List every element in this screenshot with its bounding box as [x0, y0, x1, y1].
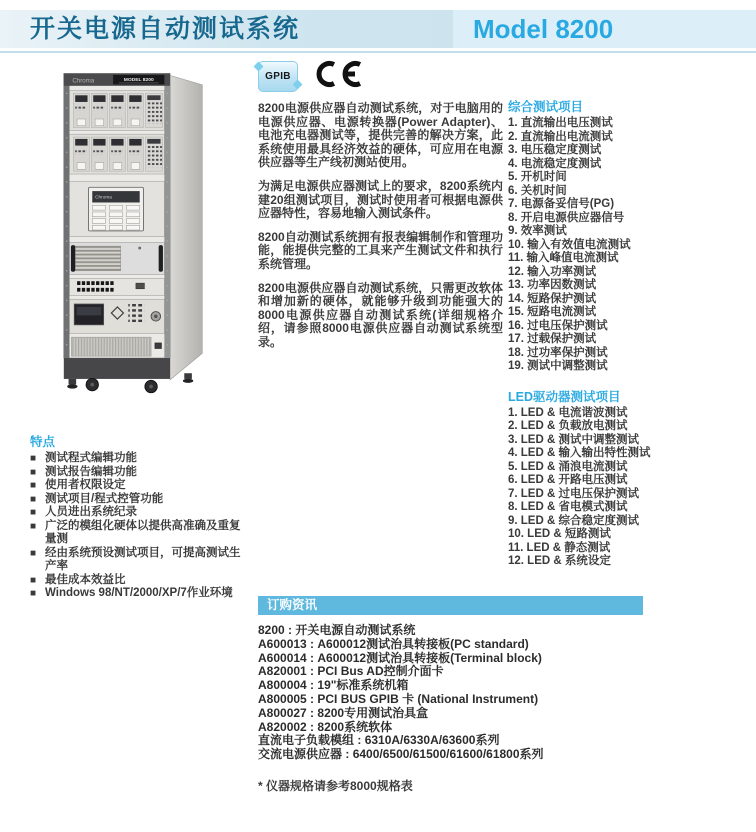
- order-desc: 6310A/6330A/63600系列: [364, 733, 500, 748]
- spec-footnote: * 仪器规格请参考8000规格表: [258, 778, 413, 793]
- test-item: 19. 测试中调整测试: [508, 360, 608, 372]
- order-desc: A600012测试治具转接板(PC standard): [317, 636, 529, 651]
- order-separator: :: [306, 678, 318, 693]
- test-item: 1. LED & 电流谐波测试: [508, 406, 628, 419]
- order-code: A800004: [258, 678, 307, 693]
- header-title-band: [0, 10, 453, 48]
- order-desc: 8200专用测试治具盒: [317, 705, 429, 720]
- order-separator: :: [306, 650, 318, 665]
- order-code: A600013: [258, 636, 307, 651]
- test-item: 9. 效率测试: [508, 225, 567, 237]
- order-code: A600014: [258, 650, 307, 665]
- intro-paragraph: 为满足电源供应器测试上的要求，8200系统内建20组测试项目，测试时使用者可根据电源供应器特性，容易地输入测试条件。: [258, 178, 503, 221]
- intro-paragraph: 8200电源供应器自动测试系统，只需更改软体和增加新的硬体，就能够升级到功能强大的8000电源供应器自动测试系统(详细规格介绍，请参照8000电源供应器自动测试系统型录。: [258, 280, 503, 349]
- test-item: 13. 功率因数测试: [508, 279, 597, 291]
- test-item: 8. LED & 省电模式测试: [508, 501, 628, 513]
- bullet-icon: ■: [30, 507, 37, 518]
- test-item: 8. 开启电源供应器信号: [508, 211, 625, 224]
- order-separator: :: [306, 705, 318, 720]
- order-separator: :: [306, 691, 318, 706]
- comprehensive-tests-list: [508, 117, 756, 374]
- feature-text: 广泛的模组化硬体以提供高准确及重复量测: [45, 519, 241, 545]
- test-item: 1. 直流输出电压测试: [508, 117, 613, 129]
- test-item: 17. 过载保护测试: [508, 333, 597, 345]
- led-tests-title: LED驱动器测试项目: [508, 389, 621, 404]
- bullet-icon: ■: [30, 480, 37, 491]
- test-item: 2. LED & 负载放电测试: [508, 420, 628, 432]
- feature-text: 测试程式编辑功能: [45, 452, 137, 464]
- feature-text: 测试报告编辑功能: [45, 465, 137, 478]
- rack-model-label: MODEL 8200: [123, 78, 154, 84]
- model-number: Model 8200: [473, 14, 614, 44]
- feature-item: [30, 493, 244, 507]
- test-item: 4. LED & 输入输出特性测试: [508, 447, 651, 459]
- order-separator: :: [306, 719, 318, 734]
- feature-item: [30, 479, 244, 493]
- order-separator: :: [284, 623, 296, 637]
- test-item: 12. 输入功率测试: [508, 265, 597, 278]
- feature-item: [30, 506, 244, 520]
- feature-item: [30, 547, 244, 574]
- feature-item: [30, 520, 244, 547]
- gpib-label: GPIB: [265, 70, 291, 82]
- order-desc: A600012测试治具转接板(Terminal block): [317, 650, 542, 665]
- bullet-icon: ■: [30, 547, 37, 559]
- feature-text: 测试项目/程式控管功能: [45, 492, 164, 505]
- test-item: 6. 关机时间: [508, 184, 567, 197]
- test-item: 15. 短路电流测试: [508, 306, 597, 318]
- feature-text: Windows 98/NT/2000/XP/7作业环境: [45, 587, 233, 599]
- test-item: 5. LED & 涌浪电流测试: [508, 460, 628, 473]
- test-item: 11. 输入峰值电流测试: [508, 252, 619, 264]
- ordering-banner: 订购资讯: [258, 596, 643, 615]
- header-model-band: [453, 10, 756, 48]
- test-item: 7. LED & 过电压保护测试: [508, 487, 639, 500]
- order-code: 直流电子负载模组: [258, 733, 355, 748]
- page-title: 开关电源自动测试系统: [30, 15, 301, 43]
- order-code: A800005: [258, 691, 307, 706]
- order-desc: 8200系统软体: [317, 719, 393, 734]
- order-separator: :: [306, 636, 318, 651]
- test-item: 12. LED & 系统设定: [508, 555, 611, 567]
- test-item: 10. 输入有效值电流测试: [508, 238, 631, 251]
- test-item: 9. LED & 综合稳定度测试: [508, 514, 639, 527]
- test-item: 18. 过功率保护测试: [508, 346, 608, 359]
- test-item: 10. LED & 短路测试: [508, 528, 611, 540]
- features-title: 特点: [30, 435, 56, 449]
- gpib-icon: [258, 61, 298, 92]
- intro-paragraph: 8200自动测试系统拥有报表编辑制作和管理功能，能提供完整的工具来产生测试文件和执行系统管理。: [258, 229, 503, 271]
- ordering-list: [258, 624, 738, 762]
- ce-mark-icon: [310, 59, 362, 94]
- ordering-item: [258, 624, 738, 638]
- order-code: A800027: [258, 705, 307, 720]
- feature-item: [30, 466, 244, 480]
- order-code: 交流电源供应器: [258, 747, 343, 762]
- test-item: 6. LED & 开路电压测试: [508, 474, 628, 486]
- test-item: 2. 直流输出电流测试: [508, 130, 613, 143]
- order-code: 8200: [258, 623, 285, 637]
- feature-text: 使用者权限设定: [45, 479, 126, 491]
- order-desc: 开关电源自动测试系统: [295, 623, 416, 637]
- bullet-icon: ■: [30, 588, 37, 599]
- order-separator: :: [354, 733, 365, 748]
- test-item: 3. LED & 测试中调整测试: [508, 433, 639, 446]
- order-separator: :: [306, 664, 318, 679]
- ordering-item: [258, 748, 738, 762]
- bullet-icon: ■: [30, 453, 37, 464]
- feature-text: 最佳成本效益比: [45, 573, 126, 586]
- ordering-item: [258, 693, 738, 707]
- test-item: 16. 过电压保护测试: [508, 319, 608, 332]
- header-divider: [0, 51, 756, 53]
- test-item: 4. 电流稳定度测试: [508, 157, 602, 170]
- bullet-icon: ■: [30, 574, 37, 586]
- feature-item: [30, 452, 244, 466]
- led-tests-list: [508, 407, 756, 569]
- gpib-diamond-icon: [293, 79, 303, 89]
- order-desc: PCI BUS GPIB 卡 (National Instrument): [317, 691, 539, 706]
- test-item: 3. 电压稳定度测试: [508, 144, 602, 156]
- order-separator: :: [342, 747, 353, 762]
- features-list: [30, 452, 244, 601]
- bullet-icon: ■: [30, 466, 37, 478]
- bullet-icon: ■: [30, 493, 37, 505]
- test-item: 7. 电源备妥信号(PG): [508, 198, 615, 210]
- ordering-item: [258, 707, 738, 721]
- feature-text: 人员进出系统纪录: [45, 506, 137, 518]
- rack-screen-brand: Chroma: [95, 195, 112, 201]
- order-desc: PCI Bus AD控制介面卡: [317, 664, 444, 679]
- test-item: 14. 短路保护测试: [508, 292, 597, 305]
- test-item: 5. 开机时间: [508, 171, 567, 183]
- feature-item: [30, 587, 244, 601]
- order-desc: 19"标准系统机箱: [317, 678, 409, 693]
- feature-item: [30, 574, 244, 588]
- features-section: [30, 432, 244, 601]
- order-desc: 6400/6500/61500/61600/61800系列: [352, 747, 544, 762]
- test-items-column: [508, 97, 756, 569]
- bullet-icon: ■: [30, 520, 37, 532]
- gpib-diamond-icon: [254, 61, 264, 71]
- certification-row: [258, 60, 503, 92]
- test-item: 11. LED & 静态测试: [508, 541, 611, 554]
- rack-photo: [58, 64, 210, 396]
- rack-brand-label: Chroma: [72, 77, 95, 85]
- feature-text: 经由系统预设测试项目，可提高测试生产率: [45, 546, 241, 572]
- ordering-item: [258, 679, 738, 693]
- order-code: A820002: [258, 719, 307, 734]
- comprehensive-tests-title: 综合测试项目: [508, 100, 584, 114]
- order-code: A820001: [258, 664, 307, 679]
- intro-column: [258, 60, 503, 359]
- ordering-section: [258, 596, 738, 794]
- ordering-item: [258, 638, 738, 652]
- intro-paragraph: 8200电源供应器自动测试系统，对于电脑用的电源供应器、电源转换器(Power Adapter)、电池充电器测试等，提供完善的解决方案，此系统使用最具经济效益的硬体，可应用在电源供应器等生产线初测站使用。: [258, 101, 503, 170]
